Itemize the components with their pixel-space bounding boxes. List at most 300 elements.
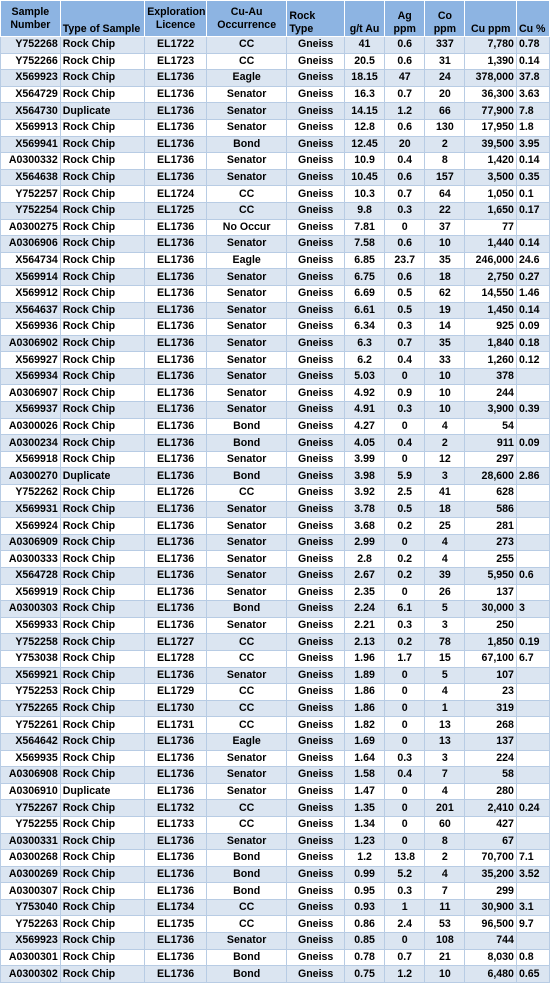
table-row [1,335,550,352]
cell-type-of-sample: Rock Chip [60,617,144,634]
cell-type-of-sample: Rock Chip [60,601,144,618]
header-cu-percent: Cu % [516,1,549,37]
cell-cu-ppm: 280 [465,783,517,800]
cell-au-gpt: 7.58 [344,236,384,253]
cell-cu-au-occurrence: Bond [206,850,286,867]
cell-sample-number: A0300333 [1,551,61,568]
cell-sample-number: A0300302 [1,966,61,983]
table-row [1,103,550,120]
cell-sample-number: X564728 [1,568,61,585]
cell-co-ppm: 60 [425,816,465,833]
cell-au-gpt: 2.21 [344,617,384,634]
cell-type-of-sample: Rock Chip [60,352,144,369]
cell-cu-au-occurrence: CC [206,202,286,219]
cell-ag-ppm: 0 [385,451,425,468]
cell-rock-type: Gneiss [287,435,345,452]
cell-au-gpt: 1.47 [344,783,384,800]
cell-exploration-licence: EL1736 [145,551,207,568]
header-cu-au-occurrence: Cu-Au Occurrence [206,1,286,37]
table-row [1,485,550,502]
cell-cu-ppm: 96,500 [465,916,517,933]
cell-type-of-sample: Rock Chip [60,717,144,734]
cell-cu-au-occurrence: Bond [206,468,286,485]
cell-exploration-licence: EL1726 [145,485,207,502]
cell-au-gpt: 6.61 [344,302,384,319]
cell-sample-number: A0306902 [1,335,61,352]
table-row [1,866,550,883]
cell-exploration-licence: EL1736 [145,667,207,684]
cell-rock-type: Gneiss [287,136,345,153]
cell-cu-au-occurrence: Senator [206,833,286,850]
cell-cu-percent: 0.12 [516,352,549,369]
cell-cu-au-occurrence: Senator [206,269,286,286]
cell-sample-number: Y752261 [1,717,61,734]
cell-ag-ppm: 0 [385,584,425,601]
cell-exploration-licence: EL1725 [145,202,207,219]
table-row [1,435,550,452]
cell-exploration-licence: EL1736 [145,767,207,784]
cell-type-of-sample: Rock Chip [60,551,144,568]
cell-co-ppm: 337 [425,37,465,54]
cell-exploration-licence: EL1723 [145,53,207,70]
cell-cu-ppm: 1,850 [465,634,517,651]
cell-ag-ppm: 0 [385,717,425,734]
cell-rock-type: Gneiss [287,319,345,336]
cell-cu-ppm: 1,840 [465,335,517,352]
cell-au-gpt: 4.05 [344,435,384,452]
cell-cu-ppm: 1,450 [465,302,517,319]
table-row [1,949,550,966]
cell-type-of-sample: Rock Chip [60,402,144,419]
cell-au-gpt: 1.35 [344,800,384,817]
cell-cu-ppm: 297 [465,451,517,468]
cell-cu-ppm: 911 [465,435,517,452]
cell-type-of-sample: Rock Chip [60,335,144,352]
cell-cu-ppm: 23 [465,684,517,701]
cell-cu-percent: 6.7 [516,650,549,667]
cell-sample-number: A0300303 [1,601,61,618]
cell-exploration-licence: EL1736 [145,169,207,186]
cell-ag-ppm: 0.3 [385,617,425,634]
cell-cu-percent: 37.8 [516,70,549,87]
cell-cu-au-occurrence: Senator [206,368,286,385]
cell-rock-type: Gneiss [287,899,345,916]
cell-cu-percent: 0.14 [516,53,549,70]
cell-ag-ppm: 0.3 [385,750,425,767]
cell-au-gpt: 6.3 [344,335,384,352]
cell-cu-au-occurrence: Senator [206,933,286,950]
cell-au-gpt: 2.13 [344,634,384,651]
cell-cu-percent: 9.7 [516,916,549,933]
cell-exploration-licence: EL1731 [145,717,207,734]
cell-sample-number: Y752266 [1,53,61,70]
cell-au-gpt: 2.35 [344,584,384,601]
cell-cu-au-occurrence: CC [206,816,286,833]
table-row [1,551,550,568]
header-row [1,1,550,37]
cell-cu-percent [516,667,549,684]
cell-ag-ppm: 0.9 [385,385,425,402]
cell-exploration-licence: EL1736 [145,750,207,767]
cell-cu-ppm: 137 [465,733,517,750]
cell-cu-percent [516,700,549,717]
cell-exploration-licence: EL1736 [145,285,207,302]
cell-exploration-licence: EL1736 [145,949,207,966]
cell-ag-ppm: 0.7 [385,335,425,352]
cell-cu-au-occurrence: Eagle [206,252,286,269]
cell-au-gpt: 9.8 [344,202,384,219]
cell-co-ppm: 18 [425,501,465,518]
cell-co-ppm: 35 [425,252,465,269]
cell-cu-ppm: 14,550 [465,285,517,302]
table-row [1,402,550,419]
cell-exploration-licence: EL1736 [145,352,207,369]
cell-rock-type: Gneiss [287,451,345,468]
table-row [1,534,550,551]
cell-sample-number: A0300307 [1,883,61,900]
cell-au-gpt: 6.2 [344,352,384,369]
cell-au-gpt: 18.15 [344,70,384,87]
cell-cu-au-occurrence: CC [206,37,286,54]
cell-au-gpt: 1.64 [344,750,384,767]
cell-ag-ppm: 0.7 [385,949,425,966]
cell-ag-ppm: 0.5 [385,285,425,302]
cell-rock-type: Gneiss [287,650,345,667]
cell-au-gpt: 3.98 [344,468,384,485]
cell-type-of-sample: Rock Chip [60,568,144,585]
cell-au-gpt: 20.5 [344,53,384,70]
cell-cu-percent: 0.09 [516,435,549,452]
cell-cu-au-occurrence: Bond [206,435,286,452]
cell-type-of-sample: Rock Chip [60,866,144,883]
cell-au-gpt: 10.9 [344,153,384,170]
table-row [1,302,550,319]
cell-cu-au-occurrence: Senator [206,285,286,302]
cell-type-of-sample: Rock Chip [60,302,144,319]
cell-cu-au-occurrence: CC [206,899,286,916]
cell-cu-ppm: 925 [465,319,517,336]
cell-cu-ppm: 28,600 [465,468,517,485]
cell-ag-ppm: 0 [385,368,425,385]
cell-exploration-licence: EL1736 [145,269,207,286]
table-row [1,667,550,684]
cell-cu-percent: 0.35 [516,169,549,186]
cell-type-of-sample: Rock Chip [60,136,144,153]
cell-cu-percent [516,219,549,236]
table-row [1,285,550,302]
cell-co-ppm: 39 [425,568,465,585]
cell-ag-ppm: 0.7 [385,86,425,103]
cell-rock-type: Gneiss [287,750,345,767]
cell-rock-type: Gneiss [287,816,345,833]
cell-co-ppm: 3 [425,750,465,767]
cell-type-of-sample: Rock Chip [60,933,144,950]
cell-ag-ppm: 0.4 [385,352,425,369]
cell-ag-ppm: 0 [385,667,425,684]
cell-cu-percent [516,783,549,800]
cell-au-gpt: 1.69 [344,733,384,750]
table-row [1,352,550,369]
cell-ag-ppm: 0.6 [385,53,425,70]
cell-cu-percent: 3.95 [516,136,549,153]
cell-sample-number: X569935 [1,750,61,767]
cell-exploration-licence: EL1736 [145,584,207,601]
cell-cu-percent [516,717,549,734]
cell-ag-ppm: 47 [385,70,425,87]
table-row [1,750,550,767]
cell-cu-ppm: 77 [465,219,517,236]
cell-sample-number: X569923 [1,933,61,950]
cell-co-ppm: 7 [425,767,465,784]
cell-au-gpt: 2.24 [344,601,384,618]
cell-cu-au-occurrence: Senator [206,617,286,634]
cell-au-gpt: 3.68 [344,518,384,535]
cell-ag-ppm: 0.3 [385,319,425,336]
table-row [1,816,550,833]
cell-type-of-sample: Rock Chip [60,733,144,750]
cell-au-gpt: 5.03 [344,368,384,385]
cell-exploration-licence: EL1736 [145,402,207,419]
cell-cu-au-occurrence: Senator [206,518,286,535]
cell-au-gpt: 6.69 [344,285,384,302]
cell-exploration-licence: EL1724 [145,186,207,203]
cell-type-of-sample: Rock Chip [60,501,144,518]
cell-au-gpt: 16.3 [344,86,384,103]
cell-co-ppm: 10 [425,966,465,983]
cell-rock-type: Gneiss [287,236,345,253]
cell-cu-au-occurrence: Senator [206,451,286,468]
cell-sample-number: A0306909 [1,534,61,551]
cell-ag-ppm: 0.2 [385,634,425,651]
cell-co-ppm: 53 [425,916,465,933]
header-au-gpt: g/t Au [344,1,384,37]
table-row [1,883,550,900]
cell-cu-percent [516,617,549,634]
cell-rock-type: Gneiss [287,169,345,186]
cell-rock-type: Gneiss [287,485,345,502]
cell-rock-type: Gneiss [287,933,345,950]
table-row [1,86,550,103]
cell-co-ppm: 10 [425,402,465,419]
cell-au-gpt: 12.8 [344,119,384,136]
cell-cu-percent: 2.86 [516,468,549,485]
cell-co-ppm: 26 [425,584,465,601]
cell-cu-au-occurrence: CC [206,717,286,734]
cell-cu-ppm: 1,260 [465,352,517,369]
cell-exploration-licence: EL1736 [145,883,207,900]
cell-cu-au-occurrence: CC [206,800,286,817]
table-row [1,518,550,535]
cell-sample-number: X569918 [1,451,61,468]
cell-au-gpt: 0.78 [344,949,384,966]
cell-ag-ppm: 0.4 [385,435,425,452]
cell-type-of-sample: Rock Chip [60,219,144,236]
cell-cu-au-occurrence: Senator [206,551,286,568]
cell-co-ppm: 5 [425,667,465,684]
cell-type-of-sample: Rock Chip [60,285,144,302]
cell-type-of-sample: Rock Chip [60,700,144,717]
cell-co-ppm: 24 [425,70,465,87]
cell-ag-ppm: 0.3 [385,402,425,419]
cell-exploration-licence: EL1736 [145,418,207,435]
table-row [1,966,550,983]
cell-type-of-sample: Rock Chip [60,800,144,817]
cell-rock-type: Gneiss [287,767,345,784]
cell-cu-au-occurrence: Bond [206,966,286,983]
cell-cu-au-occurrence: Bond [206,949,286,966]
cell-ag-ppm: 0 [385,733,425,750]
cell-ag-ppm: 0 [385,219,425,236]
cell-au-gpt: 6.85 [344,252,384,269]
cell-rock-type: Gneiss [287,119,345,136]
cell-type-of-sample: Rock Chip [60,650,144,667]
header-exploration-licence: Exploration Licence [145,1,207,37]
cell-rock-type: Gneiss [287,186,345,203]
cell-cu-au-occurrence: Eagle [206,733,286,750]
cell-cu-ppm: 244 [465,385,517,402]
cell-ag-ppm: 0.2 [385,518,425,535]
cell-cu-percent: 3.1 [516,899,549,916]
cell-cu-percent [516,833,549,850]
cell-sample-number: A0306908 [1,767,61,784]
cell-rock-type: Gneiss [287,86,345,103]
cell-sample-number: A0306907 [1,385,61,402]
cell-au-gpt: 6.34 [344,319,384,336]
cell-rock-type: Gneiss [287,385,345,402]
cell-cu-percent: 7.1 [516,850,549,867]
cell-cu-ppm: 5,950 [465,568,517,585]
cell-cu-percent: 0.09 [516,319,549,336]
cell-sample-number: X569931 [1,501,61,518]
cell-exploration-licence: EL1736 [145,136,207,153]
cell-cu-percent [516,518,549,535]
cell-sample-number: X569934 [1,368,61,385]
table-row [1,136,550,153]
cell-sample-number: X569913 [1,119,61,136]
table-row [1,684,550,701]
cell-cu-ppm: 2,410 [465,800,517,817]
header-rock-type: Rock Type [287,1,345,37]
cell-sample-number: Y752267 [1,800,61,817]
cell-co-ppm: 4 [425,534,465,551]
cell-co-ppm: 5 [425,601,465,618]
cell-ag-ppm: 0 [385,700,425,717]
cell-cu-ppm: 250 [465,617,517,634]
cell-ag-ppm: 0 [385,833,425,850]
cell-au-gpt: 2.67 [344,568,384,585]
cell-co-ppm: 130 [425,119,465,136]
table-row [1,584,550,601]
cell-cu-au-occurrence: Senator [206,501,286,518]
cell-au-gpt: 7.81 [344,219,384,236]
cell-co-ppm: 7 [425,883,465,900]
cell-co-ppm: 4 [425,551,465,568]
cell-au-gpt: 2.99 [344,534,384,551]
cell-co-ppm: 157 [425,169,465,186]
cell-rock-type: Gneiss [287,866,345,883]
cell-cu-ppm: 273 [465,534,517,551]
table-row [1,37,550,54]
cell-co-ppm: 21 [425,949,465,966]
cell-au-gpt: 0.95 [344,883,384,900]
cell-ag-ppm: 13.8 [385,850,425,867]
cell-co-ppm: 2 [425,435,465,452]
cell-ag-ppm: 0.2 [385,568,425,585]
cell-type-of-sample: Rock Chip [60,70,144,87]
cell-co-ppm: 10 [425,236,465,253]
cell-sample-number: A0300301 [1,949,61,966]
cell-exploration-licence: EL1736 [145,568,207,585]
cell-cu-percent [516,385,549,402]
table-row [1,717,550,734]
cell-cu-percent: 0.14 [516,236,549,253]
header-type-of-sample: Type of Sample [60,1,144,37]
cell-cu-percent: 7.8 [516,103,549,120]
cell-type-of-sample: Rock Chip [60,202,144,219]
cell-sample-number: X564734 [1,252,61,269]
cell-co-ppm: 35 [425,335,465,352]
cell-type-of-sample: Rock Chip [60,916,144,933]
cell-cu-ppm: 39,500 [465,136,517,153]
cell-cu-ppm: 30,900 [465,899,517,916]
cell-cu-au-occurrence: Senator [206,119,286,136]
cell-exploration-licence: EL1736 [145,335,207,352]
cell-cu-ppm: 744 [465,933,517,950]
cell-exploration-licence: EL1736 [145,468,207,485]
cell-cu-percent [516,750,549,767]
cell-cu-percent: 0.27 [516,269,549,286]
cell-rock-type: Gneiss [287,335,345,352]
cell-cu-percent [516,767,549,784]
table-row [1,53,550,70]
cell-exploration-licence: EL1727 [145,634,207,651]
cell-type-of-sample: Rock Chip [60,319,144,336]
cell-rock-type: Gneiss [287,37,345,54]
cell-rock-type: Gneiss [287,850,345,867]
cell-type-of-sample: Rock Chip [60,966,144,983]
cell-sample-number: Y752263 [1,916,61,933]
cell-ag-ppm: 1.2 [385,103,425,120]
cell-cu-au-occurrence: Senator [206,534,286,551]
cell-ag-ppm: 0.6 [385,269,425,286]
cell-ag-ppm: 0.6 [385,37,425,54]
cell-cu-percent: 1.8 [516,119,549,136]
cell-cu-percent: 0.1 [516,186,549,203]
cell-co-ppm: 19 [425,302,465,319]
cell-cu-au-occurrence: Senator [206,767,286,784]
cell-sample-number: A0306910 [1,783,61,800]
cell-exploration-licence: EL1736 [145,966,207,983]
table-row [1,236,550,253]
cell-co-ppm: 64 [425,186,465,203]
cell-sample-number: A0300331 [1,833,61,850]
cell-exploration-licence: EL1736 [145,833,207,850]
cell-sample-number: X564638 [1,169,61,186]
cell-rock-type: Gneiss [287,418,345,435]
cell-sample-number: X569941 [1,136,61,153]
cell-cu-ppm: 281 [465,518,517,535]
cell-type-of-sample: Rock Chip [60,37,144,54]
cell-exploration-licence: EL1736 [145,451,207,468]
cell-type-of-sample: Rock Chip [60,949,144,966]
cell-co-ppm: 62 [425,285,465,302]
cell-co-ppm: 10 [425,368,465,385]
cell-sample-number: Y752258 [1,634,61,651]
cell-co-ppm: 1 [425,700,465,717]
cell-rock-type: Gneiss [287,501,345,518]
cell-au-gpt: 3.92 [344,485,384,502]
cell-cu-au-occurrence: Senator [206,103,286,120]
